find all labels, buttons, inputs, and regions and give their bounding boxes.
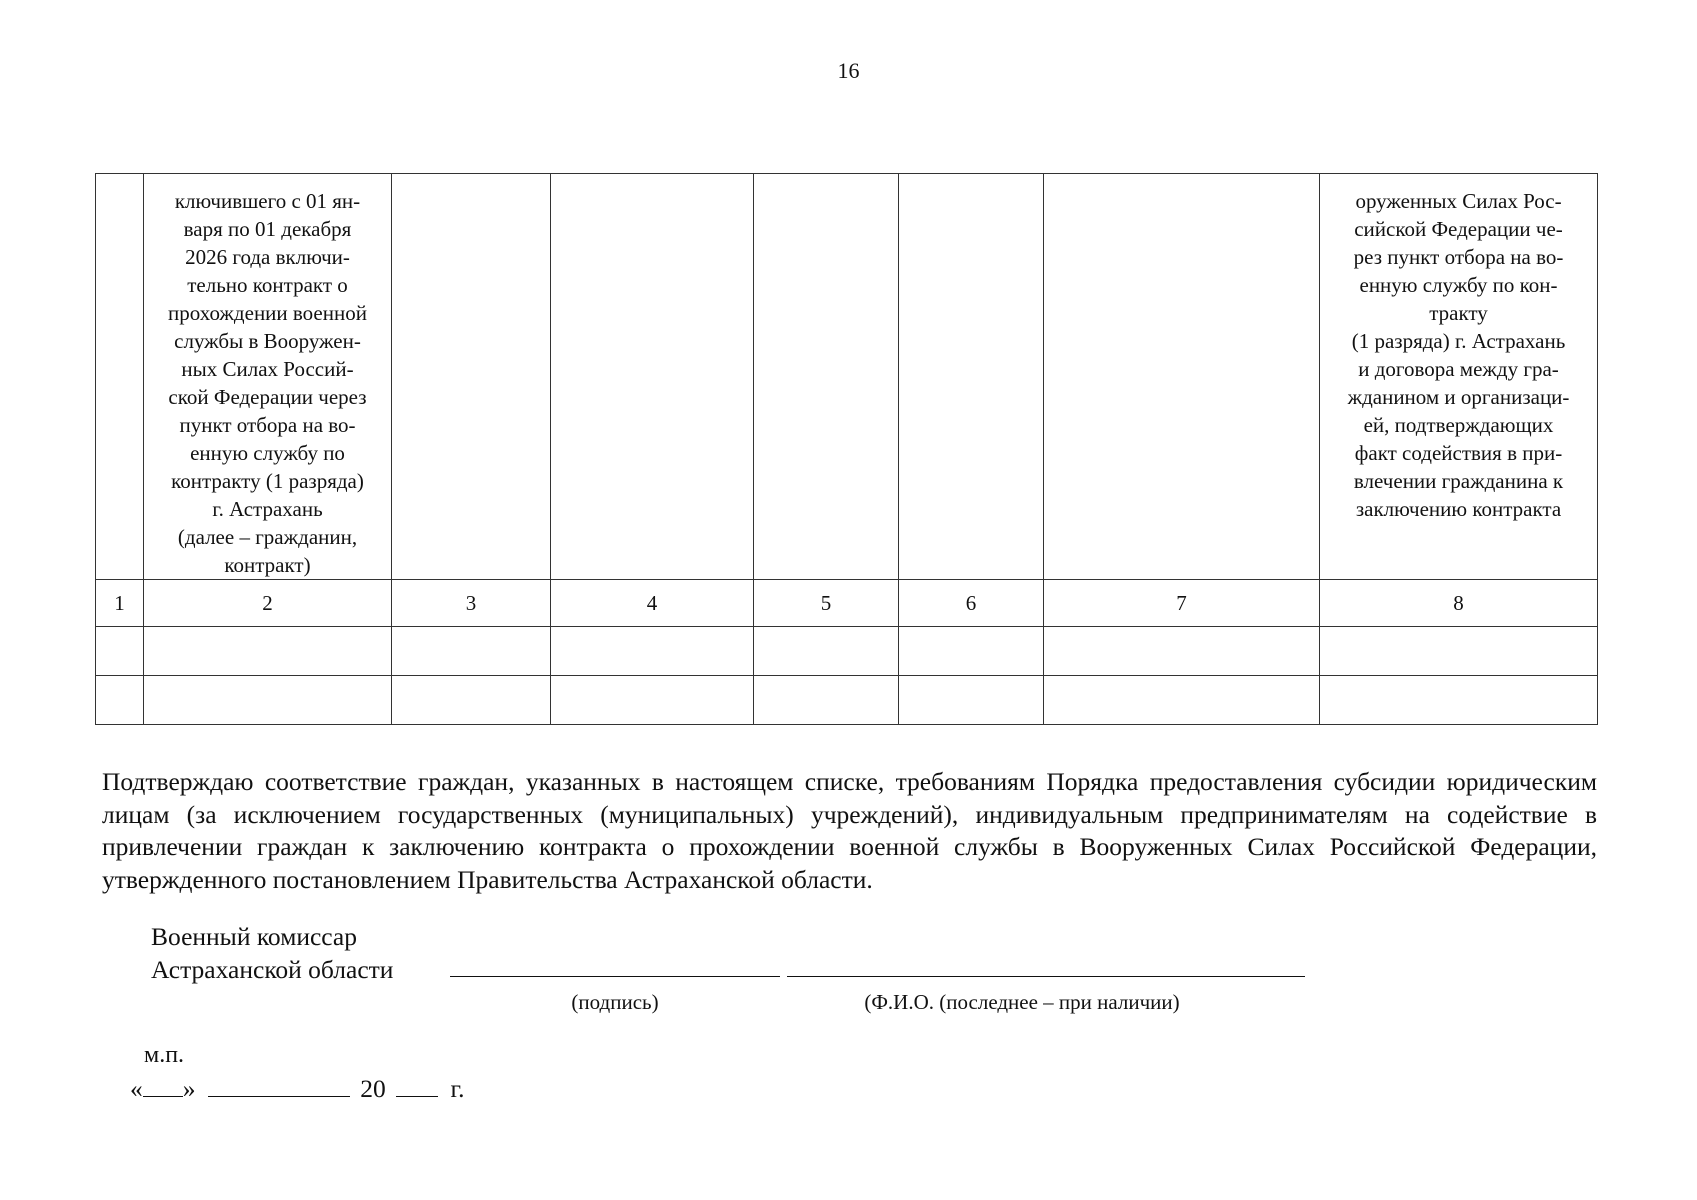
year-blank[interactable] <box>396 1074 438 1097</box>
table-row <box>96 627 1598 676</box>
column-number: 2 <box>144 580 392 627</box>
table-header-row <box>96 174 1598 580</box>
table-cell <box>392 676 551 725</box>
column-number: 1 <box>96 580 144 627</box>
table-cell <box>392 627 551 676</box>
column-number: 5 <box>754 580 899 627</box>
column-number-row <box>96 580 1598 627</box>
signature-line[interactable] <box>450 976 780 977</box>
date-line <box>130 1073 464 1105</box>
month-blank[interactable] <box>208 1074 350 1097</box>
date-open-quote: « <box>130 1074 143 1103</box>
confirmation-paragraph: Подтверждаю соответствие граждан, указанных в настоящем списке, требованиям Порядка предоставления субсидии юридическим лицам (за исключением государственных (муниципальных) учреждений), индивидуальным предпринимателям на содействие в привлечении граждан к заключению контракта о прохождении военной службы в Вооруженных Силах Российской Федерации, утвержденного постановлением Правительства Астраханской области. <box>102 767 1597 894</box>
signatory-line-2: Астраханской области <box>151 955 394 984</box>
table-cell <box>899 627 1044 676</box>
recipients-table <box>95 173 1598 725</box>
table-cell <box>96 676 144 725</box>
table-cell <box>144 676 392 725</box>
header-cell-8: оруженных Силах Рос- сийской Федерации че- рез пункт отбора на во- енную службу по кон- тракту (1 разряда) г. Астрахань и договора между гра- жданином и организаци- ей, подтверждающих факт содействия в при- влечении гражданина к заключению контракта <box>1320 174 1598 580</box>
header-cell-1 <box>96 174 144 580</box>
table-cell <box>899 676 1044 725</box>
column-number: 8 <box>1320 580 1598 627</box>
header-cell-2: ключившего с 01 ян- варя по 01 декабря 2026 года включи- тельно контракт о прохождении военной службы в Вооружен- ных Силах Россий- ской Федерации через пункт отбора на во- енную службу по контракту (1 разряда) г. Астрахань (далее – гражданин, контракт) <box>144 174 392 580</box>
table-cell <box>1320 627 1598 676</box>
table-cell <box>551 676 754 725</box>
signatory-line-1: Военный комиссар <box>151 922 357 951</box>
table-cell <box>144 627 392 676</box>
column-number: 4 <box>551 580 754 627</box>
full-name-caption: (Ф.И.О. (последнее – при наличии) <box>864 990 1180 1014</box>
signature-caption: (подпись) <box>571 990 659 1014</box>
table-cell <box>754 627 899 676</box>
table-cell <box>1320 676 1598 725</box>
table-cell <box>1044 627 1320 676</box>
page-number: 16 <box>837 58 860 83</box>
header-cell-6 <box>899 174 1044 580</box>
header-cell-5 <box>754 174 899 580</box>
table-cell <box>551 627 754 676</box>
date-close-quote: » <box>182 1074 196 1103</box>
table-cell <box>1044 676 1320 725</box>
stamp-label: м.п. <box>144 1042 185 1068</box>
table-cell <box>96 627 144 676</box>
table-cell <box>754 676 899 725</box>
column-number: 7 <box>1044 580 1320 627</box>
year-prefix: 20 <box>360 1074 386 1103</box>
column-number: 3 <box>392 580 551 627</box>
column-number: 6 <box>899 580 1044 627</box>
table-row <box>96 676 1598 725</box>
year-suffix: г. <box>450 1074 465 1103</box>
header-cell-7 <box>1044 174 1320 580</box>
full-name-line[interactable] <box>787 976 1305 977</box>
header-cell-4 <box>551 174 754 580</box>
header-cell-3 <box>392 174 551 580</box>
day-blank[interactable] <box>143 1074 183 1097</box>
signatory-title <box>151 920 393 986</box>
